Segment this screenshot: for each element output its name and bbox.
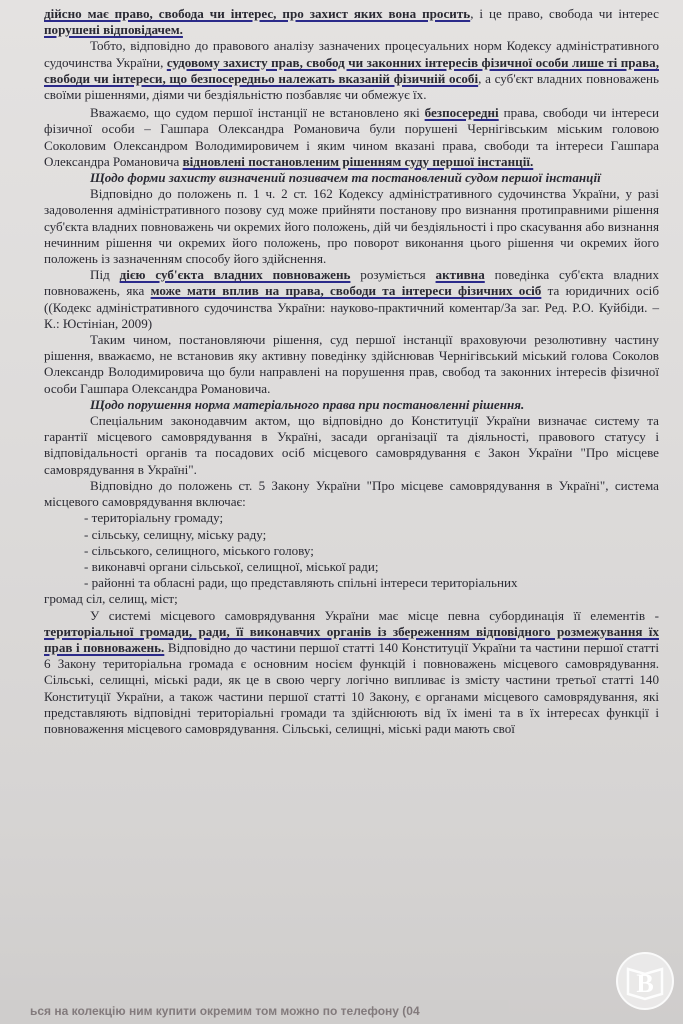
list-item: - територіальну громаду;: [84, 510, 224, 526]
text-run: поведінка суб'єкта владних повноважень, яка: [44, 267, 659, 299]
logo-letter: В: [636, 969, 654, 998]
emphasized-text: дійсно має право, свобода чи інтерес, про захист яких вона просить: [44, 6, 471, 21]
system-list: [44, 510, 659, 591]
list-item: - сільську, селищну, міську раду;: [84, 526, 267, 542]
emphasized-text: активна: [435, 267, 485, 283]
text-run: , і це право, свобода чи інтерес: [470, 6, 659, 21]
emphasized-text: може мати вплив на права, свободи та інтереси фізичних осіб: [150, 283, 542, 299]
para-2: [44, 105, 659, 170]
text-run: Вважаємо, що судом першої інстанції не встановлено які: [90, 105, 425, 121]
para-7: Відповідно до положень ст. 5 Закону України "Про місцеве самоврядування в Україні", система місцевого самоврядування включає:: [44, 477, 659, 510]
para-1: [44, 38, 659, 103]
emphasized-text: територіальної громади, ради, її виконавчих органів із збереженням відповідного розмежування їх прав і повноважень.: [44, 623, 659, 655]
bottom-cutoff-text: ься на колекцію ним купити окремим том можно по телефону (04: [0, 1000, 683, 1024]
emphasized-text: судовому захисту прав, свобод чи законних інтересів фізичної особи лише ті права, свободи чи інтереси, що безпосередньо належать вказаній фізичній особі: [44, 54, 659, 86]
text-run: Під: [90, 267, 120, 283]
emphasized-text: безпосередні: [424, 105, 499, 121]
list-item: - районні та обласні ради, що представляють спільні інтереси територіальних: [84, 575, 518, 591]
emphasized-text: порушені відповідачем.: [44, 22, 183, 38]
text-run: , а суб'єкт владних повноважень своїми рішеннями, діями чи бездіяльністю позбавляє чи обмежує їх.: [44, 70, 659, 103]
para-5: Таким чином, постановляючи рішення, суд першої інстанції враховуючи резолютивну частину рішення, вважаємо, не встановив яку активну поведінку здійснював Чернігівський міський голова Соколов Олександр Володимировича що були направлені на порушення прав, свобод та законних інтересів фізичної особи Гашпара Олександра Романовича.: [44, 332, 659, 396]
emphasized-text: відновлені постановленим рішенням суду першої інстанції.: [182, 153, 534, 169]
text-run: Тобто, відповідно до правового аналізу зазначених процесуальних норм Кодексу адміністративного судочинства України,: [44, 38, 659, 70]
para-4: [44, 267, 659, 332]
list-item: - виконавчі органи сільської, селищної, міської ради;: [84, 558, 379, 574]
heading-form-of-protection: Щодо форми захисту визначений позивачем та постановлений судом першої інстанції: [90, 170, 601, 186]
text-run: У системі місцевого самоврядування України має місце певна субординація її елементів -: [90, 607, 659, 623]
text-run: розуміється: [350, 267, 436, 283]
list-continuation: громад сіл, селищ, міст;: [44, 591, 178, 607]
emphasized-text: дією суб'єкта владних повноважень: [119, 267, 351, 283]
para-0: [44, 6, 659, 38]
text-run: та юридичних осіб ((Кодекс адміністративного судочинства України: науково-практичний коментар/За заг. Ред. Р.О. Куйбіди. – К.: Юстініан, 2009): [44, 283, 659, 331]
para-3: Відповідно до положень п. 1 ч. 2 ст. 162 Кодексу адміністративного судочинства України, у разі задоволення адміністративного позову суд може прийняти постанову про визнання протиправними рішення суб'єкта владних повноважень чи окремих його положень, дій чи бездіяльності і про скасування або визнання нечинним рішення чи окремих його положень, про поворот виконання цього рішення чи окремих його положень із зазначенням способу його здійснення.: [44, 186, 659, 267]
para-6: Спеціальним законодавчим актом, що відповідно до Конституції України визначає систему та гарантії місцевого самоврядування в Україні, засади організації та діяльності, правового статусу і відповідальності органів та посадових осіб місцевого самоврядування є Закон України "Про місцеве самоврядування в Україні".: [44, 413, 659, 477]
v-book-logo-icon: [616, 952, 674, 1010]
logo-glyph: [618, 954, 672, 1008]
list-item: - сільського, селищного, міського голову;: [84, 542, 314, 558]
para-8: [44, 608, 659, 738]
text-run: права, свободи чи інтереси фізичної особи – Гашпара Олександра Романовича були порушені Чернігівським міським головою Соколовим Олександром Володимировичем і яким чином вказані права, свободи та інтереси Гашпара Олександра Романовича: [44, 105, 659, 169]
text-run: Відповідно до частини першої статті 140 Конституції України та частини першої статті 6 Закону територіальна громада є основним носієм функцій і повноважень місцевого самоврядування. Сільські, селищні, міські ради, як це в свою чергу логічно випливає із змісту частини третьої статті 140 Конституції України, а також частини першої статті 10 Закону, є органами місцевого самоврядування, які представляють відповідні територіальні громади та здійснюють від їх імені та в їх інтересах функції і повноваження місцевого самоврядування. Сільські, селищні, міські ради мають свої: [44, 639, 659, 736]
heading-material-law: Щодо порушення норма матеріального права при постановленні рішення.: [90, 396, 525, 412]
